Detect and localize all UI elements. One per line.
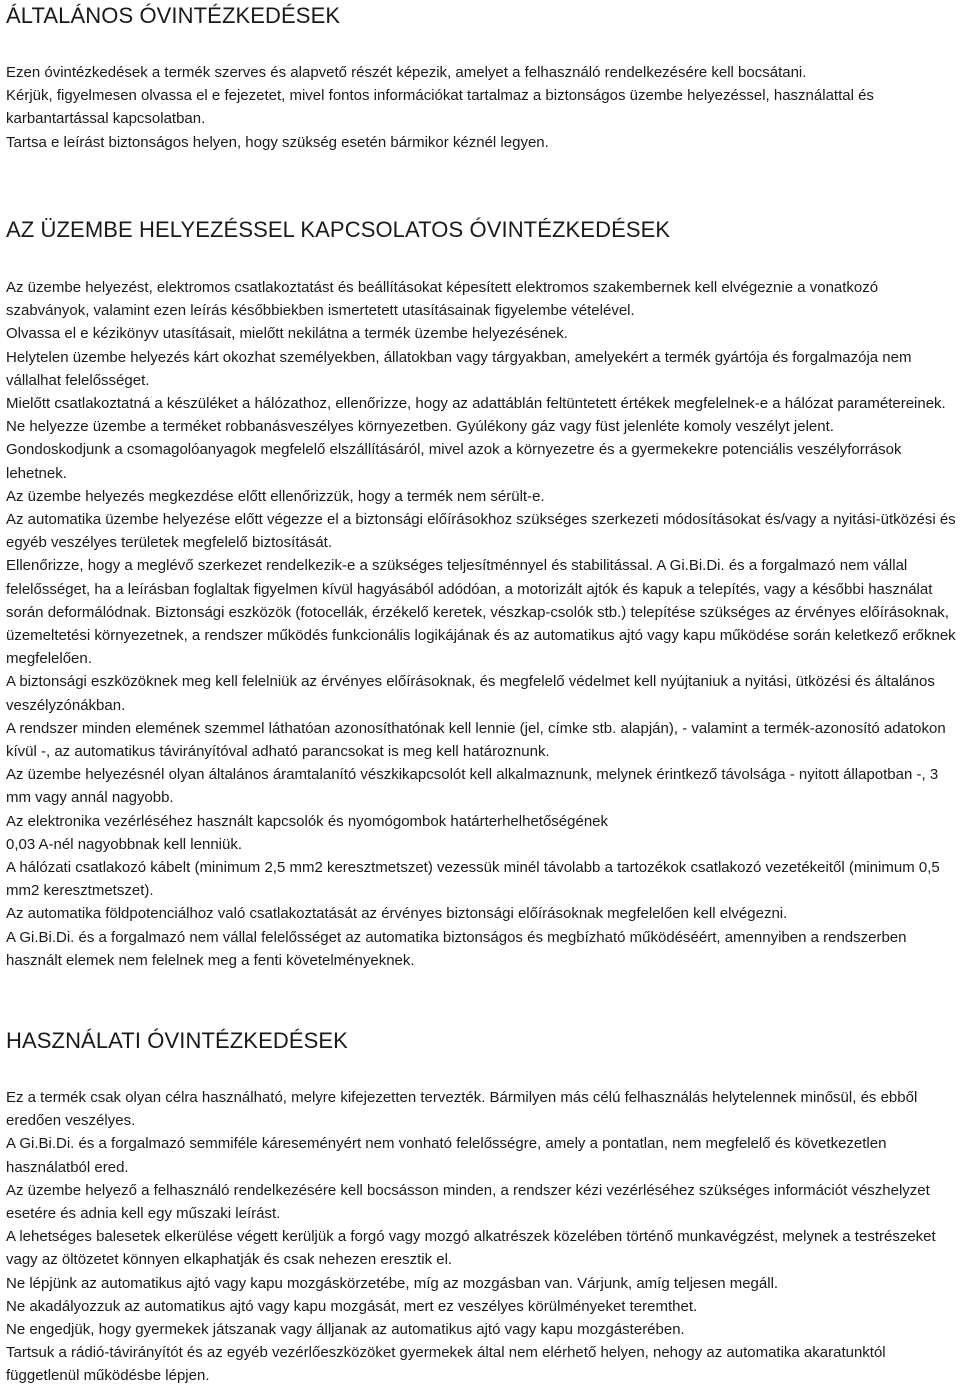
paragraph: Ne engedjük, hogy gyermekek játszanak vagy álljanak az automatikus ajtó vagy kapu mozgásterében. xyxy=(6,1321,685,1339)
section-title-usage: HASZNÁLATI ÓVINTÉZKEDÉSEK xyxy=(6,1028,348,1053)
paragraph: A Gi.Bi.Di. és a forgalmazó nem vállal felelősséget az automatika biztonságos és megbízható működéséért, amennyiben a rendszerben használt elemek nem felelnek meg a fenti követelményeknek. xyxy=(6,928,907,969)
paragraph: Ne lépjünk az automatikus ajtó vagy kapu mozgáskörzetébe, míg az mozgásban van. Várjunk, amíg teljesen megáll. xyxy=(6,1274,779,1292)
paragraph: A rendszer minden elemének szemmel láthatóan azonosíthatónak kell lennie (jel, címke stb. alapján), - valamint a termék-azonosító adatokon kívül -, az automatikus távirányítóval adható parancsokat is meg kell határoznunk. xyxy=(6,719,946,761)
paragraph: Az üzembe helyezés megkezdése előtt ellenőrizzük, hogy a termék nem sérült-e. xyxy=(6,487,545,505)
paragraph: Ez a termék csak olyan célra használható, melyre kifejezetten tervezték. Bármilyen más célú felhasználás helytelennek minősül, és ebből eredően veszélyes. xyxy=(6,1089,918,1130)
paragraph: Helytelen üzembe helyezés kárt okozhat személyekben, állatokban vagy tárgyakban, amelyekért a termék gyártója és forgalmazója nem vállalhat felelősséget. xyxy=(6,348,912,389)
paragraph: Az automatika földpotenciálhoz való csatlakoztatását az érvényes biztonsági előírásoknak megfelelően kell elvégezni. xyxy=(6,905,788,923)
paragraph: Ne helyezze üzembe a terméket robbanásveszélyes környezetben. Gyúlékony gáz vagy füst jelenléte komoly veszélyt jelent. xyxy=(6,418,834,436)
section-body-general xyxy=(6,61,956,154)
paragraph: Az üzembe helyezésnél olyan általános áramtalanító vészkikapcsolót kell alkalmaznunk, melynek érintkező távolsága - nyitott állapotban -, 3 mm vagy annál nagyobb. xyxy=(6,766,939,807)
paragraph: Olvassa el e kézikönyv utasításait, mielőtt nekilátna a termék üzembe helyezésének. xyxy=(6,325,568,343)
paragraph: Tartsuk a rádió-távirányítót és az egyéb vezérlőeszközöket gyermekek által nem elérhető helyen, nehogy az automatika akaratunktól függetlenül működésbe lépjen. xyxy=(6,1344,886,1385)
paragraph: A Gi.Bi.Di. és a forgalmazó semmiféle káreseményért nem vonható felelősségre, amely a pontatlan, nem megfelelő és következetlen használatból ered. xyxy=(6,1135,887,1176)
paragraph: Az automatika üzembe helyezése előtt végezze el a biztonsági előírásokhoz szükséges szerkezeti módosításokat és/vagy a nyitási-ütközési és egyéb veszélyes területek megfelelő biztosítását. xyxy=(6,511,956,552)
section-body-usage xyxy=(6,1086,956,1388)
paragraph: Az elektronika vezérléséhez használt kapcsolók és nyomógombok határterhelhetőségének xyxy=(6,812,609,830)
paragraph: Kérjük, figyelmesen olvassa el e fejezetet, mivel fontos információkat tartalmaz a biztonságos üzembe helyezéssel, használattal és karbantartással kapcsolatban. xyxy=(6,87,874,128)
paragraph: 0,03 A-nél nagyobbnak kell lenniük. xyxy=(6,835,243,853)
paragraph: Tartsa e leírást biztonságos helyen, hogy szükség esetén bármikor kéznél legyen. xyxy=(6,133,549,151)
section-body-installation xyxy=(6,276,956,972)
paragraph: Ezen óvintézkedések a termék szerves és alapvető részét képezik, amelyet a felhasználó rendelkezésére kell bocsátani. xyxy=(6,64,807,81)
paragraph: Gondoskodjunk a csomagolóanyagok megfelelő elszállításáról, mivel azok a környezetre és a gyermekekre potenciális veszélyforrások lehetnek. xyxy=(6,441,902,482)
section-title-general: ÁLTALÁNOS ÓVINTÉZKEDÉSEK xyxy=(6,3,341,28)
paragraph: A hálózati csatlakozó kábelt (minimum 2,5 mm2 keresztmetszet) vezessük minél távolabb a tartozékok csatlakozó vezetékeitől (minimum 0,5 mm2 keresztmetszet). xyxy=(6,859,940,900)
paragraph: A biztonsági eszközöknek meg kell felelniük az érvényes előírásoknak, és megfelelő védelmet kell nyújtaniuk a nyitási, ütközési és általános veszélyzónákban. xyxy=(6,673,935,714)
paragraph: A lehetséges balesetek elkerülése végett kerüljük a forgó vagy mozgó alkatrészek közelében történő munkavégzést, melynek a testrészeket vagy az öltözetet könnyen elkaphatják és csak nehezen eresztik el. xyxy=(6,1228,936,1269)
paragraph: Ne akadályozzuk az automatikus ajtó vagy kapu mozgását, mert ez veszélyes körülményeket teremthet. xyxy=(6,1297,698,1315)
paragraph: Mielőtt csatlakoztatná a készüléket a hálózathoz, ellenőrizze, hogy az adattáblán feltüntetett értékek megfelelnek-e a hálózat paramétereinek. xyxy=(6,395,946,413)
paragraph: Az üzembe helyezést, elektromos csatlakoztatást és beállításokat képesített elektromos szakembernek kell elvégeznie a vonatkozó szabványok, valamint ezen leírás későbbiekben ismertetett utasításainak figyelembe vételével. xyxy=(6,279,879,320)
paragraph: Az üzembe helyező a felhasználó rendelkezésére kell bocsásson minden, a rendszer kézi vezérléséhez szükséges információt vészhelyzet esetére és adnia kell egy műszaki leírást. xyxy=(6,1181,930,1223)
section-title-installation: AZ ÜZEMBE HELYEZÉSSEL KAPCSOLATOS ÓVINTÉZKEDÉSEK xyxy=(6,217,671,242)
paragraph: Ellenőrizze, hogy a meglévő szerkezet rendelkezik-e a szükséges teljesítménnyel és stabilitással. A Gi.Bi.Di. és a forgalmazó nem vállal felelősséget, ha a leírásban foglaltak figyelmen kívül hagyásából adódóan, a motorizált ajtók és kapuk a telepítés, vagy a későbbi használat során deformálódnak. Biztonsági eszközök (fotocellák, érzékelő keretek, vészkap-csolók stb.) telepítése szükséges az érvényes előírásoknak, üzemeltetési környezetnek, a rendszer működés funkcionális logikájának és az automatikus ajtó vagy kapu működése során keletkező erőknek megfelelően. xyxy=(6,557,956,668)
